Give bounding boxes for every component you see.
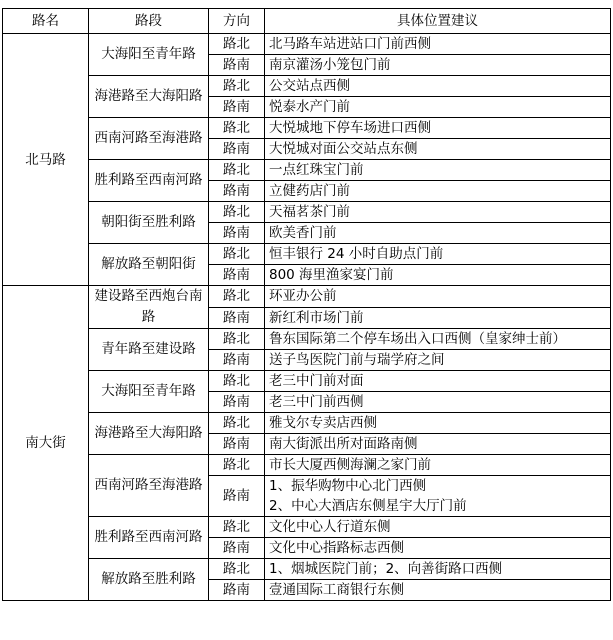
direction-cell: 路北 (209, 160, 265, 181)
location-cell (265, 202, 611, 223)
direction-cell: 路南 (209, 307, 265, 329)
table-row (3, 371, 611, 392)
location-text: 老三中门前对面 (269, 373, 364, 389)
location-text: 欧美香门前 (269, 225, 337, 241)
table-row (3, 244, 611, 265)
location-cell (265, 350, 611, 371)
location-text: 一点红珠宝门前 (269, 162, 364, 178)
location-text: 悦泰水产门前 (269, 99, 350, 115)
location-text: 文化中心指路标志西侧 (269, 540, 404, 556)
location-cell (265, 307, 611, 329)
direction-cell: 路南 (209, 181, 265, 202)
table-row (3, 118, 611, 139)
segment-cell: 胜利路至西南河路 (89, 517, 209, 559)
direction-cell: 路南 (209, 265, 265, 286)
direction-cell: 路南 (209, 580, 265, 601)
location-text: 800 海里渔家宴门前 (269, 267, 394, 283)
segment-cell: 胜利路至西南河路 (89, 160, 209, 202)
direction-cell: 路北 (209, 455, 265, 476)
direction-cell: 路北 (209, 559, 265, 580)
location-cell (265, 455, 611, 476)
table-row (3, 329, 611, 350)
table-row (3, 413, 611, 434)
location-cell (265, 160, 611, 181)
segment-cell: 西南河路至海港路 (89, 118, 209, 160)
direction-cell: 路北 (209, 244, 265, 265)
segment-cell: 西南河路至海港路 (89, 455, 209, 517)
location-text: 恒丰银行 24 小时自助点门前 (269, 246, 444, 262)
location-cell (265, 97, 611, 118)
location-table (2, 8, 611, 601)
road-name-cell: 北马路 (3, 34, 89, 286)
direction-cell: 路北 (209, 371, 265, 392)
table-row (3, 202, 611, 223)
location-cell (265, 476, 611, 517)
table-row (3, 455, 611, 476)
location-cell (265, 329, 611, 350)
location-cell (265, 181, 611, 202)
location-cell (265, 517, 611, 538)
location-text: 公交站点西侧 (269, 78, 350, 94)
location-text: 老三中门前西侧 (269, 394, 364, 410)
location-text: 文化中心人行道东侧 (269, 519, 391, 535)
direction-cell: 路北 (209, 517, 265, 538)
segment-cell: 朝阳街至胜利路 (89, 202, 209, 244)
location-text: 1、振华购物中心北门西侧 (269, 478, 427, 494)
header-row (3, 9, 611, 34)
table-row (3, 34, 611, 55)
road-name-cell: 南大街 (3, 286, 89, 601)
direction-cell: 路南 (209, 55, 265, 76)
direction-cell: 路南 (209, 538, 265, 559)
direction-cell: 路北 (209, 34, 265, 55)
segment-cell: 海港路至大海阳路 (89, 413, 209, 455)
segment-cell: 海港路至大海阳路 (89, 76, 209, 118)
location-cell (265, 580, 611, 601)
table-body (3, 34, 611, 601)
direction-cell: 路北 (209, 286, 265, 308)
direction-cell: 路南 (209, 476, 265, 517)
location-text: 大悦城对面公交站点东侧 (269, 141, 418, 157)
location-text: 壹通国际工商银行东侧 (269, 582, 404, 598)
direction-cell: 路南 (209, 392, 265, 413)
location-cell (265, 223, 611, 244)
location-cell (265, 55, 611, 76)
location-text: 南京灌汤小笼包门前 (269, 57, 391, 73)
segment-cell: 解放路至朝阳街 (89, 244, 209, 286)
direction-cell: 路南 (209, 97, 265, 118)
table-row (3, 559, 611, 580)
direction-cell: 路北 (209, 76, 265, 97)
direction-cell: 路南 (209, 139, 265, 160)
segment-cell: 大海阳至青年路 (89, 371, 209, 413)
table-row (3, 517, 611, 538)
location-cell (265, 371, 611, 392)
location-cell (265, 118, 611, 139)
segment-cell: 大海阳至青年路 (89, 34, 209, 76)
location-text: 天福茗茶门前 (269, 204, 350, 220)
direction-cell: 路北 (209, 413, 265, 434)
segment-cell: 建设路至西炮台南路 (89, 286, 209, 329)
location-text: 北马路车站进站口门前西侧 (269, 36, 431, 52)
location-text: 鲁东国际第二个停车场出入口西侧（皇家绅士前） (269, 331, 566, 347)
direction-cell: 路北 (209, 329, 265, 350)
direction-cell: 路南 (209, 350, 265, 371)
location-text: 南大街派出所对面路南侧 (269, 436, 418, 452)
header-direction: 方向 (209, 9, 265, 34)
location-text: 环亚办公前 (269, 288, 337, 305)
location-cell (265, 139, 611, 160)
direction-cell: 路北 (209, 202, 265, 223)
table-row (3, 286, 611, 308)
header-location: 具体位置建议 (265, 9, 611, 34)
direction-cell: 路南 (209, 223, 265, 244)
location-cell (265, 286, 611, 308)
location-cell (265, 392, 611, 413)
direction-cell: 路北 (209, 118, 265, 139)
location-cell (265, 434, 611, 455)
location-text: 1、烟城医院门前；2、向善街路口西侧 (269, 561, 503, 577)
location-cell (265, 413, 611, 434)
header-segment: 路段 (89, 9, 209, 34)
location-cell (265, 559, 611, 580)
location-text: 雅戈尔专卖店西侧 (269, 415, 377, 431)
header-road: 路名 (3, 9, 89, 34)
location-text: 新红利市场门前 (269, 309, 364, 326)
location-text: 大悦城地下停车场进口西侧 (269, 120, 431, 136)
direction-cell: 路南 (209, 434, 265, 455)
location-cell (265, 538, 611, 559)
segment-cell: 解放路至胜利路 (89, 559, 209, 601)
location-cell (265, 244, 611, 265)
location-cell (265, 265, 611, 286)
location-text: 送子鸟医院门前与瑞学府之间 (269, 352, 445, 368)
table-row (3, 160, 611, 181)
table-row (3, 76, 611, 97)
location-cell (265, 34, 611, 55)
location-text: 市长大厦西侧海澜之家门前 (269, 457, 431, 473)
location-cell (265, 76, 611, 97)
location-text-line2: 2、中心大酒店东侧星宇大厅门前 (269, 498, 467, 514)
location-text: 立健药店门前 (269, 183, 350, 199)
segment-cell: 青年路至建设路 (89, 329, 209, 371)
